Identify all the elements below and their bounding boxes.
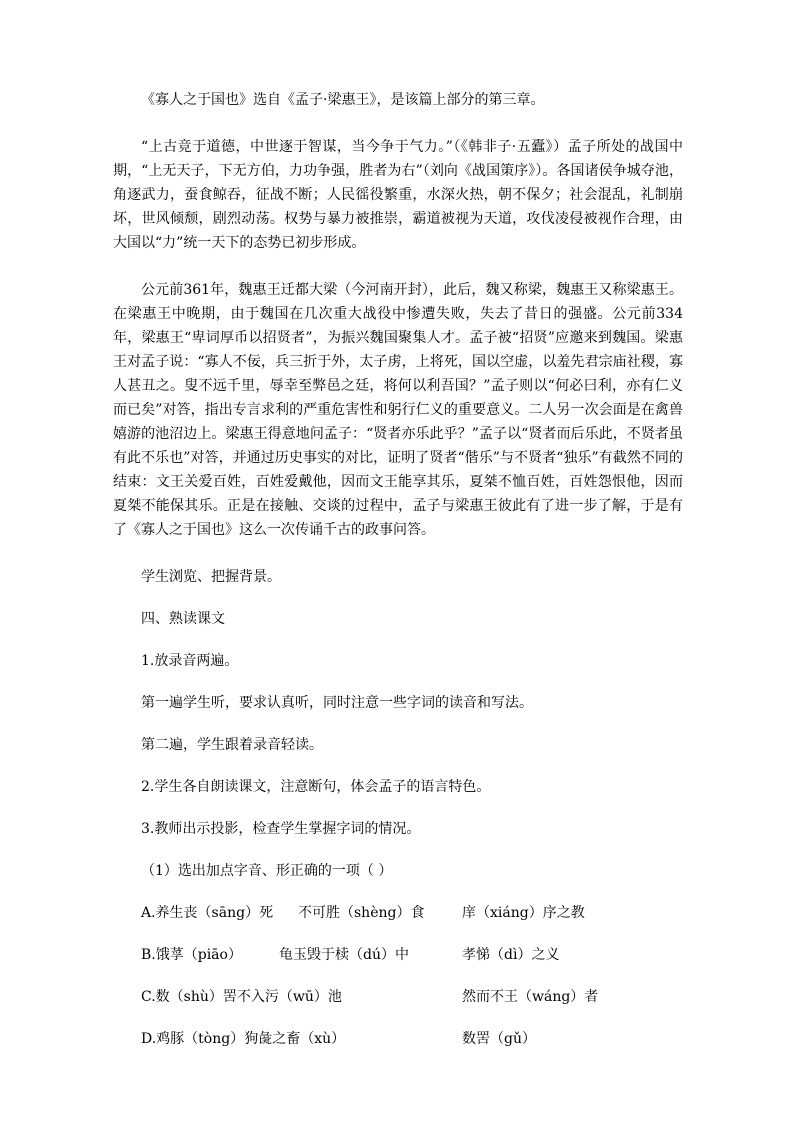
intro-paragraph: 《寡人之于国也》选自《孟子·梁惠王》，是该篇上部分的第三章。 [141, 92, 545, 108]
step-1-second-listen: 第二遍，学生跟着录音轻读。 [141, 737, 323, 753]
student-note: 学生浏览、把握背景。 [141, 569, 281, 585]
option-b-part2: 龟玉毁于椟（dú）中 [279, 947, 409, 963]
option-b-part1: B.饿莩（piāo） [141, 947, 242, 963]
section-heading: 四、熟读课文 [141, 611, 225, 627]
background-paragraph-king-hui: 公元前361年，魏惠王迁都大梁（今河南开封），此后，魏又称梁，魏惠王又称梁惠王。在梁惠王中晚期，由于魏国在几次重大战役中惨遭失败，失去了昔日的强盛。公元前334年，梁惠王“卑词厚币以招贤者”，为振兴魏国聚集人才。孟子被“招贤”应邀来到魏国。梁惠王对孟子说：“寡人不佞，兵三折于外，太子虏，上将死，国以空虚，以羞先君宗庙社稷，寡人甚丑之。叟不远千里，辱幸至弊邑之廷，将何以利吾国？”孟子则以“何必曰利，亦有仁义而已矣”对答，指出专言求利的严重危害性和躬行仁义的重要意义。二人另一次会面是在禽兽嬉游的池沼边上。梁惠王得意地问孟子：“贤者亦乐此乎？”孟子以“贤者而后乐此，不贤者虽有此不乐也”对答，并通过历史事实的对比，证明了贤者“偕乐”与不贤者“独乐”有截然不同的结束：文王关爱百姓，百姓爱戴他，因而文王能享其乐，夏桀不恤百姓，百姓怨恨他，因而夏桀不能保其乐。正是在接触、交谈的过程中，孟子与梁惠王彼此有了进一步了解，于是有了《寡人之于国也》这么一次传诵千古的政事问答。 [113, 282, 683, 538]
option-a-part3: 庠（xiáng）序之教 [462, 905, 585, 921]
document-page [113, 88, 683, 1051]
background-paragraph-warring-states: “上古竞于道德，中世逐于智谋，当今争于气力。”（《韩非子·五蠹》）孟子所处的战国中期，“上无天子，下无方伯，力功争强，胜者为右”（刘向《战国策序》）。各国诸侯争城夺池，角逐武力，蚕食鲸吞，征战不断；人民徭役繁重，水深火热，朝不保夕；社会混乱，礼制崩坏，世风倾颓，剧烈动荡。权势与暴力被推崇，霸道被视为天道，攻伐凌侵被视作合理，由大国以“力”统一天下的态势已初步形成。 [113, 139, 683, 251]
step-3: 3.教师出示投影，检查学生掌握字词的情况。 [141, 821, 421, 837]
option-b-part3: 孝悌（dì）之义 [462, 947, 560, 963]
option-c-part3: 然而不王（wáng）者 [462, 989, 599, 1005]
option-d-part1: D.鸡豚（tòng）狗彘之畜（xù） [141, 1031, 346, 1047]
option-d-part3: 数罟（gǔ） [462, 1031, 536, 1047]
question-1: （1）选出加点字音、形正确的一项（ ） [141, 863, 393, 879]
step-1-first-listen: 第一遍学生听，要求认真听，同时注意一些字词的读音和写法。 [141, 695, 533, 711]
step-1: 1.放录音两遍。 [141, 653, 239, 669]
option-c-row [113, 985, 683, 1009]
option-b-row [113, 943, 683, 967]
option-a-part2: 不可胜（shèng）食 [298, 905, 425, 921]
option-a-part1: A.养生丧（sāng）死 [141, 905, 274, 921]
option-a-row [113, 901, 683, 925]
step-2: 2.学生各自朗读课文，注意断句，体会孟子的语言特色。 [141, 779, 491, 795]
option-c-part1: C.数（shù）罟不入污（wū）池 [141, 989, 342, 1005]
option-d-row [113, 1027, 683, 1051]
